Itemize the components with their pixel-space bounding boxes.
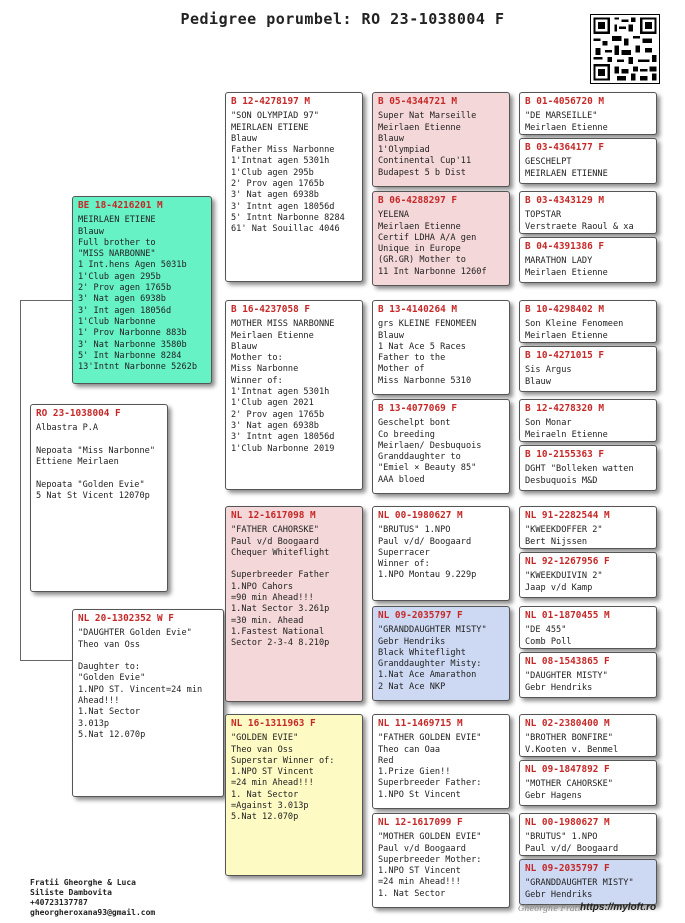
pedigree-card-dss [372, 506, 510, 601]
pedigree-card-g5 [519, 191, 657, 234]
card-text-line: Meirlaen Etienne [525, 267, 608, 278]
card-text-line: Full brother to [78, 237, 156, 248]
pedigree-card-g5 [519, 445, 657, 491]
card-text-line: MARATHON LADY [525, 256, 593, 267]
card-text-line: "MISS NARBONNE" [78, 249, 156, 260]
pedigree-card-sire-dam [225, 300, 363, 490]
card-text-line: Theo van Oss [78, 639, 141, 650]
card-text-line: "BRUTUS" 1.NPO [378, 525, 451, 536]
card-text-line: 1'Olympiad [378, 145, 430, 156]
card-text-line: 3' Intnt agen 18056d [231, 432, 335, 443]
card-text-line: Jaap v/d Kamp [525, 582, 593, 593]
card-text-line: Gebr Hendriks [525, 889, 593, 900]
card-text-line: 1.NPO St Vincent [378, 789, 461, 800]
ring-number: NL 02-2380400 M [525, 718, 610, 729]
card-text-line: Geschelpt bont [378, 418, 451, 429]
card-text-line: DGHT "Bolleken watten [525, 464, 634, 475]
card-text-line: 1. Nat Sector [231, 789, 299, 800]
card-text-line: "GRANDDAUGHTER MISTY" [378, 625, 487, 636]
card-text-line: 11 Int Narbonne 1260f [378, 266, 487, 277]
card-text-line: grs KLEINE FENOMEEN [378, 319, 477, 330]
ring-number: NL 20-1302352 W F [78, 613, 174, 624]
card-text-line: 5.Nat 12.070p [231, 812, 299, 823]
card-text-line: MOTHER MISS NARBONNE [231, 319, 335, 330]
pedigree-card-sds [372, 300, 510, 395]
card-text-line: Paul v/d/ Boogaard [378, 536, 472, 547]
card-text-line: Superstar Winner of: [231, 755, 335, 766]
card-text-line: Son Monar [525, 418, 572, 429]
card-text-line: Superbreeder Father: [378, 778, 482, 789]
card-text-line: 3' Nat agen 6938b [78, 294, 166, 305]
card-text-line: 1.NPO Montau 9.229p [378, 570, 477, 581]
card-text-line: 2 Nat Ace NKP [378, 681, 446, 692]
card-text-line: V.Kooten v. Benmel [525, 744, 619, 755]
card-text-line: 3' Intnt agen 18056d [231, 201, 335, 212]
card-text-line: Granddaughter to [378, 452, 461, 463]
card-text-line: 1. Nat Sector [378, 888, 446, 899]
card-text-line: 3' Nat Narbonne 3580b [78, 339, 187, 350]
card-text-line: =24 min Ahead!!! [378, 877, 461, 888]
ring-number: NL 00-1980627 M [525, 817, 610, 828]
card-text-line: Paul v/d Boogaard [231, 536, 319, 547]
pedigree-card-g5 [519, 552, 657, 598]
ring-number: B 01-4056720 M [525, 96, 605, 107]
pedigree-card-g5 [519, 506, 657, 549]
card-text-line: Superbreeder Mother: [378, 854, 482, 865]
card-text-line: 1'Intnat agen 5301h [231, 387, 330, 398]
card-text-line: =24 min Ahead!!! [231, 778, 314, 789]
ring-number: RO 23-1038004 F [36, 408, 121, 419]
card-text-line: Chequer Whiteflight [231, 547, 330, 558]
card-text-line: TOPSTAR [525, 210, 562, 221]
pedigree-card-g5 [519, 859, 657, 905]
card-text-line: Verstraete Raoul & xa [525, 221, 634, 232]
signature: Gheorghe Fratii [518, 904, 583, 913]
card-text-line: Meirlaen/ Desbuquois [378, 440, 482, 451]
card-text-line: "BROTHER BONFIRE" [525, 733, 613, 744]
pedigree-card-g5 [519, 237, 657, 283]
tree-connector [20, 660, 72, 661]
card-text-line: 2' Prov agen 1765b [78, 283, 172, 294]
pedigree-card-g5 [519, 92, 657, 135]
pedigree-card-sss [372, 92, 510, 187]
pedigree-card-g5 [519, 652, 657, 698]
card-text-line: Blauw [78, 226, 104, 237]
pedigree-card-g5 [519, 300, 657, 343]
card-text-line: =90 min Ahead!!! [231, 593, 314, 604]
card-text-line: Sis Argus [525, 365, 572, 376]
card-text-line: Super Nat Marseille [378, 111, 477, 122]
ring-number: NL 11-1469715 M [378, 718, 463, 729]
card-text-line: Blauw [378, 133, 404, 144]
card-text-line: "GOLDEN EVIE" [231, 733, 299, 744]
card-text-line: 5' Intnt Narbonne 8284 [231, 212, 345, 223]
card-text-line: Winner of: [378, 559, 430, 570]
qr-code-icon [590, 14, 660, 84]
card-text-line: "Emiel × Beauty 85" [378, 463, 477, 474]
card-text-line: Miss Narbonne 5310 [378, 375, 472, 386]
pedigree-card-ssd [372, 191, 510, 286]
ring-number: B 13-4077069 F [378, 403, 458, 414]
card-text-line: 5 Nat St Vicent 12070p [36, 491, 150, 502]
card-text-line: Comb Poll [525, 636, 572, 647]
card-text-line: "DAUGHTER MISTY" [525, 671, 608, 682]
pedigree-card-g5 [519, 714, 657, 757]
ring-number: NL 16-1311963 F [231, 718, 316, 729]
card-text-line: 13'Intnt Narbonne 5262b [78, 362, 197, 373]
ring-number: B 04-4391386 F [525, 241, 605, 252]
card-text-line: Daughter to: [78, 662, 141, 673]
card-text-line: 2' Prov agen 1765b [231, 179, 325, 190]
breeder-name: Fratii Gheorghe & Luca [30, 878, 136, 887]
card-text-line: Mother to: [231, 353, 283, 364]
card-text-line: Theo can Oaa [378, 744, 441, 755]
ring-number: B 10-4271015 F [525, 350, 605, 361]
breeder-info [30, 878, 155, 918]
card-text-line: "KWEEKDUIVIN 2" [525, 571, 603, 582]
ring-number: B 03-4364177 F [525, 142, 605, 153]
pedigree-card-subject [30, 404, 168, 592]
card-text-line: MEIRLAEN ETIENE [78, 215, 156, 226]
card-text-line: Blauw [231, 133, 257, 144]
card-text-line: Continental Cup'11 [378, 156, 472, 167]
card-text-line: "GRANDDAUGHTER MISTY" [525, 878, 634, 889]
card-text-line: =Against 3.013p [231, 801, 309, 812]
ring-number: NL 09-2035797 F [378, 610, 463, 621]
card-text-line: =30 min. Ahead [231, 615, 304, 626]
ring-number: B 03-4343129 M [525, 195, 605, 206]
card-text-line: Superbreeder Father [231, 570, 330, 581]
ring-number: NL 01-1870455 M [525, 610, 610, 621]
card-text-line: Bert Nijssen [525, 536, 588, 547]
ring-number: B 10-4298402 M [525, 304, 605, 315]
card-text-line: Superracer [378, 547, 430, 558]
ring-number: B 16-4237058 F [231, 304, 311, 315]
card-text-line: 1.NPO ST Vincent [378, 866, 461, 877]
card-text-line: 1.NPO ST Vincent [231, 767, 314, 778]
card-text-line [36, 468, 162, 479]
pedigree-card-dam-sire [225, 506, 363, 702]
card-text-line: 1.NPO Cahors [231, 581, 294, 592]
ring-number: NL 00-1980627 M [378, 510, 463, 521]
card-text-line: Gebr Hendriks [378, 636, 446, 647]
card-text-line: "MOTHER GOLDEN EVIE" [378, 832, 482, 843]
card-text-line: Ettiene Meirlaen [36, 457, 119, 468]
card-text-line: "FATHER CAHORSKE" [231, 525, 319, 536]
card-text-line: Paul v/d Boogaard [378, 843, 466, 854]
card-text-line: "Golden Evie" [78, 673, 146, 684]
pedigree-card-dam [72, 609, 224, 797]
card-text-line: Miss Narbonne [231, 364, 299, 375]
card-text-line: "BRUTUS" 1.NPO [525, 832, 598, 843]
card-text-line: Red [378, 755, 394, 766]
ring-number: B 12-4278320 M [525, 403, 605, 414]
ring-number: NL 91-2282544 M [525, 510, 610, 521]
card-text-line: Meiraeln Etienne [525, 429, 608, 440]
pedigree-card-g5 [519, 760, 657, 806]
pedigree-card-dsd [372, 606, 510, 701]
card-text-line: 5' Int Narbonne 8284 [78, 350, 182, 361]
card-text-line [78, 651, 218, 662]
card-text-line: Nepoata "Golden Evie" [36, 479, 145, 490]
card-text-line: 1'Club agen 295b [78, 271, 161, 282]
card-text-line: 1.Nat Ace Amarathon [378, 670, 477, 681]
card-text-line: 1' Prov Narbonne 883b [78, 328, 187, 339]
card-text-line: GESCHELPT [525, 157, 572, 168]
ring-number: BE 18-4216201 M [78, 200, 163, 211]
card-text-line: "FATHER GOLDEN EVIE" [378, 733, 482, 744]
pedigree-card-g5 [519, 606, 657, 649]
breeder-email: gheorgheroxana93@gmail.com [30, 908, 156, 917]
card-text-line: 1.Nat Sector [78, 707, 141, 718]
pedigree-card-g5 [519, 813, 657, 856]
ring-number: NL 09-2035797 F [525, 863, 610, 874]
card-text-line: 1 Int.hens Agen 5031b [78, 260, 187, 271]
pedigree-card-g5 [519, 138, 657, 184]
breeder-phone: +40723137787 [30, 898, 88, 907]
card-text-line [231, 559, 357, 570]
card-text-line: Blauw [378, 330, 404, 341]
ring-number: NL 92-1267956 F [525, 556, 610, 567]
card-text-line: Meirlaen Etienne [378, 221, 461, 232]
card-text-line: Meirlaen Etienne [231, 330, 314, 341]
card-text-line: Blauw [231, 341, 257, 352]
card-text-line: 2' Prov agen 1765b [231, 409, 325, 420]
card-text-line: Black Whiteflight [378, 647, 466, 658]
card-text-line: 1.NPO ST. Vincent=24 min [78, 684, 203, 695]
card-text-line: Sector 2-3-4 8.210p [231, 638, 330, 649]
ring-number: B 10-2155363 F [525, 449, 605, 460]
card-text-line: 1 Nat Ace 5 Races [378, 341, 466, 352]
card-text-line: Gebr Hendriks [525, 682, 593, 693]
ring-number: NL 12-1617098 M [231, 510, 316, 521]
tree-connector [20, 300, 21, 660]
card-text-line: 1'Club Narbonne [78, 316, 156, 327]
website-link[interactable]: https://myloft.ro [580, 902, 657, 913]
pedigree-card-ddd [372, 813, 510, 908]
card-text-line: 61' Nat Souillac 4046 [231, 224, 340, 235]
card-text-line: Co breeding [378, 429, 435, 440]
card-text-line: MEIRLAEN ETIENNE [525, 168, 608, 179]
tree-connector [20, 300, 72, 301]
card-text-line: 1'Club agen 2021 [231, 398, 314, 409]
card-text-line: AAA bloed [378, 474, 425, 485]
pedigree-card-sire [72, 196, 212, 384]
card-text-line: 3' Nat agen 6938b [231, 420, 319, 431]
card-text-line: 1.Prize Gien!! [378, 767, 451, 778]
pedigree-card-g5 [519, 399, 657, 442]
card-text-line: Desbuquois M&D [525, 475, 598, 486]
card-text-line: Gebr Hagens [525, 790, 582, 801]
card-text-line: "DE 455" [525, 625, 567, 636]
card-text-line: 3.013p [78, 718, 110, 729]
card-text-line: Winner of: [231, 375, 283, 386]
card-text-line: 1'Club Narbonne 2019 [231, 443, 335, 454]
page-title: Pedigree porumbel: RO 23-1038004 F [180, 10, 505, 28]
card-text-line: Certif LDHA A/A gen [378, 232, 477, 243]
card-text-line: Blauw [525, 376, 551, 387]
pedigree-card-sdd [372, 399, 510, 494]
card-text-line [36, 435, 162, 446]
card-text-line: 3' Int agen 18056d [78, 305, 172, 316]
card-text-line: Paul v/d/ Boogaard [525, 843, 619, 854]
card-text-line: "KWEEKDOFFER 2" [525, 525, 603, 536]
pedigree-card-g5 [519, 346, 657, 392]
card-text-line: "MOTHER CAHORSKE" [525, 779, 613, 790]
card-text-line: 1.Nat Sector 3.261p [231, 604, 330, 615]
card-text-line: YELENA [378, 210, 410, 221]
ring-number: B 13-4140264 M [378, 304, 458, 315]
card-text-line: Father Miss Narbonne [231, 145, 335, 156]
card-text-line: MEIRLAEN ETIENE [231, 122, 309, 133]
pedigree-card-dam-dam [225, 714, 363, 876]
card-text-line: Budapest 5 b Dist [378, 167, 466, 178]
card-text-line: "DAUGHTER Golden Evie" [78, 628, 192, 639]
card-text-line: Son Kleine Fenomeen [525, 319, 624, 330]
card-text-line: Meirlaen Etienne [378, 122, 461, 133]
card-text-line: Meirlaen Etienne [525, 122, 608, 133]
ring-number: B 12-4278197 M [231, 96, 311, 107]
breeder-location: Siliste Dambovita [30, 888, 112, 897]
card-text-line: Nepoata "Miss Narbonne" [36, 445, 155, 456]
ring-number: B 06-4288297 F [378, 195, 458, 206]
ring-number: B 05-4344721 M [378, 96, 458, 107]
ring-number: NL 12-1617099 F [378, 817, 463, 828]
card-text-line: 1'Club agen 295b [231, 167, 314, 178]
pedigree-card-dds [372, 714, 510, 809]
card-text-line: Meirlaen Etienne [525, 330, 608, 341]
card-text-line: 1'Intnat agen 5301h [231, 156, 330, 167]
card-text-line: Theo van Oss [231, 744, 294, 755]
card-text-line: 5.Nat 12.070p [78, 729, 146, 740]
card-text-line: (GR.GR) Mother to [378, 255, 466, 266]
card-text-line: Father to the [378, 353, 446, 364]
card-text-line: Ahead!!! [78, 696, 120, 707]
card-text-line: 1.Fastest National [231, 626, 325, 637]
card-text-line: Granddaughter Misty: [378, 659, 482, 670]
card-text-line: "DE MARSEILLE" [525, 111, 598, 122]
ring-number: NL 08-1543865 F [525, 656, 610, 667]
card-text-line: 3' Nat agen 6938b [231, 190, 319, 201]
card-text-line: Albastra P.A [36, 423, 99, 434]
card-text-line: "SON OLYMPIAD 97" [231, 111, 319, 122]
card-text-line: Unique in Europe [378, 244, 461, 255]
card-text-line: Mother of [378, 364, 425, 375]
ring-number: NL 09-1847892 F [525, 764, 610, 775]
pedigree-card-sire-sire [225, 92, 363, 282]
